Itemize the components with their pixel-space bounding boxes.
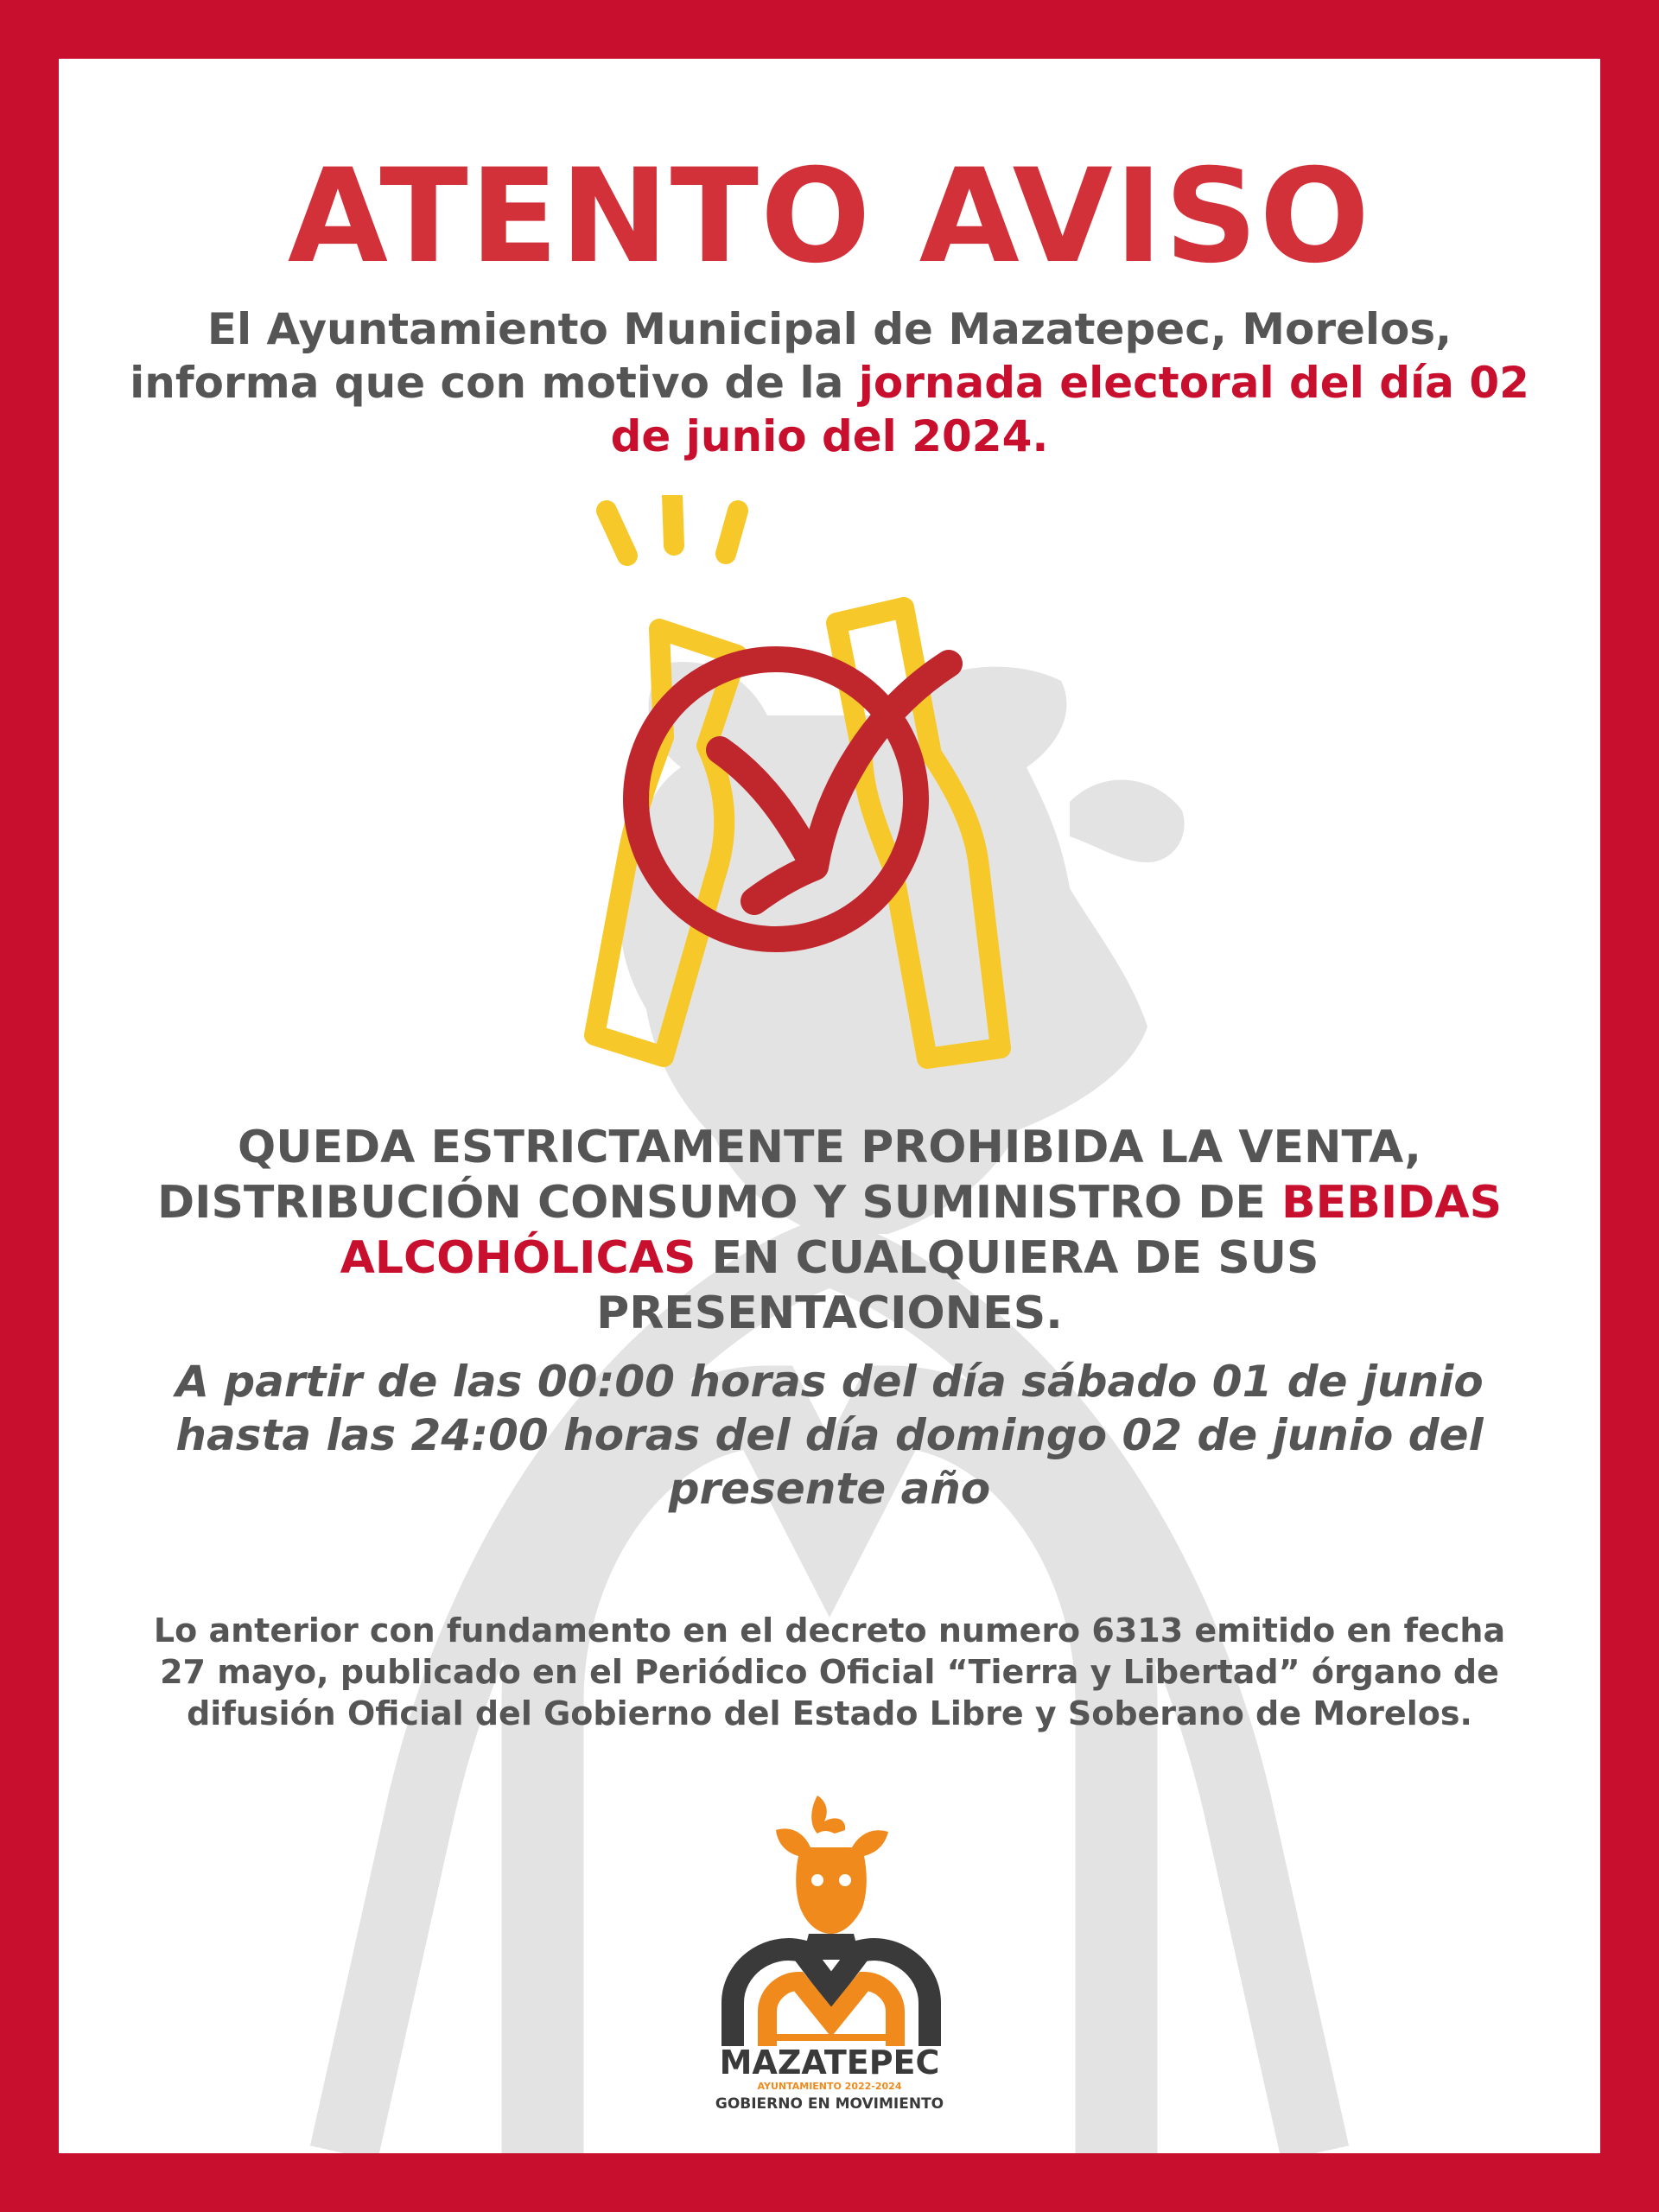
prohibition-statement <box>128 1120 1531 1341</box>
mazatepec-deer-logo <box>715 1796 944 2055</box>
notice-content <box>59 59 1600 2153</box>
intro-text: El Ayuntamiento Municipal de Mazatepec, Morelos, informa que con motivo de la <box>130 304 1452 408</box>
logo-tagline: GOBIERNO EN MOVIMIENTO <box>715 2095 944 2113</box>
intro-election-date: jornada electoral del día 02 de junio del 2024. <box>610 358 1529 461</box>
notice-intro <box>111 302 1548 463</box>
logo-name: MAZATEPEC <box>719 2044 940 2082</box>
notice-sheet <box>59 59 1600 2153</box>
alcohol-highlight: BEBIDAS ALCOHÓLICAS <box>340 1177 1503 1284</box>
prohibition-text: QUEDA ESTRICTAMENTE PROHIBIDA LA VENTA, DISTRIBUCIÓN CONSUMO Y SUMINISTRO DE <box>156 1122 1421 1229</box>
notice-title: ATENTO AVISO <box>287 142 1372 292</box>
no-alcohol-bottles-icon <box>577 495 1096 1117</box>
logo-subtitle: AYUNTAMIENTO 2022-2024 <box>757 2081 902 2092</box>
prohibition-text-end: EN CUALQUIERA DE SUS PRESENTACIONES. <box>596 1232 1319 1339</box>
schedule-statement: A partir de las 00:00 horas del día sábado 01 de junio hasta las 24:00 horas del día domingo 02 de junio del presente año <box>175 1357 1484 1514</box>
legal-basis: Lo anterior con fundamento en el decreto numero 6313 emitido en fecha 27 mayo, publicado en el Periódico Oficial “Tierra y Libertad” órgano de difusión Oficial del Gobierno del Estado Libre y Soberano de Morelos. <box>153 1611 1506 1732</box>
